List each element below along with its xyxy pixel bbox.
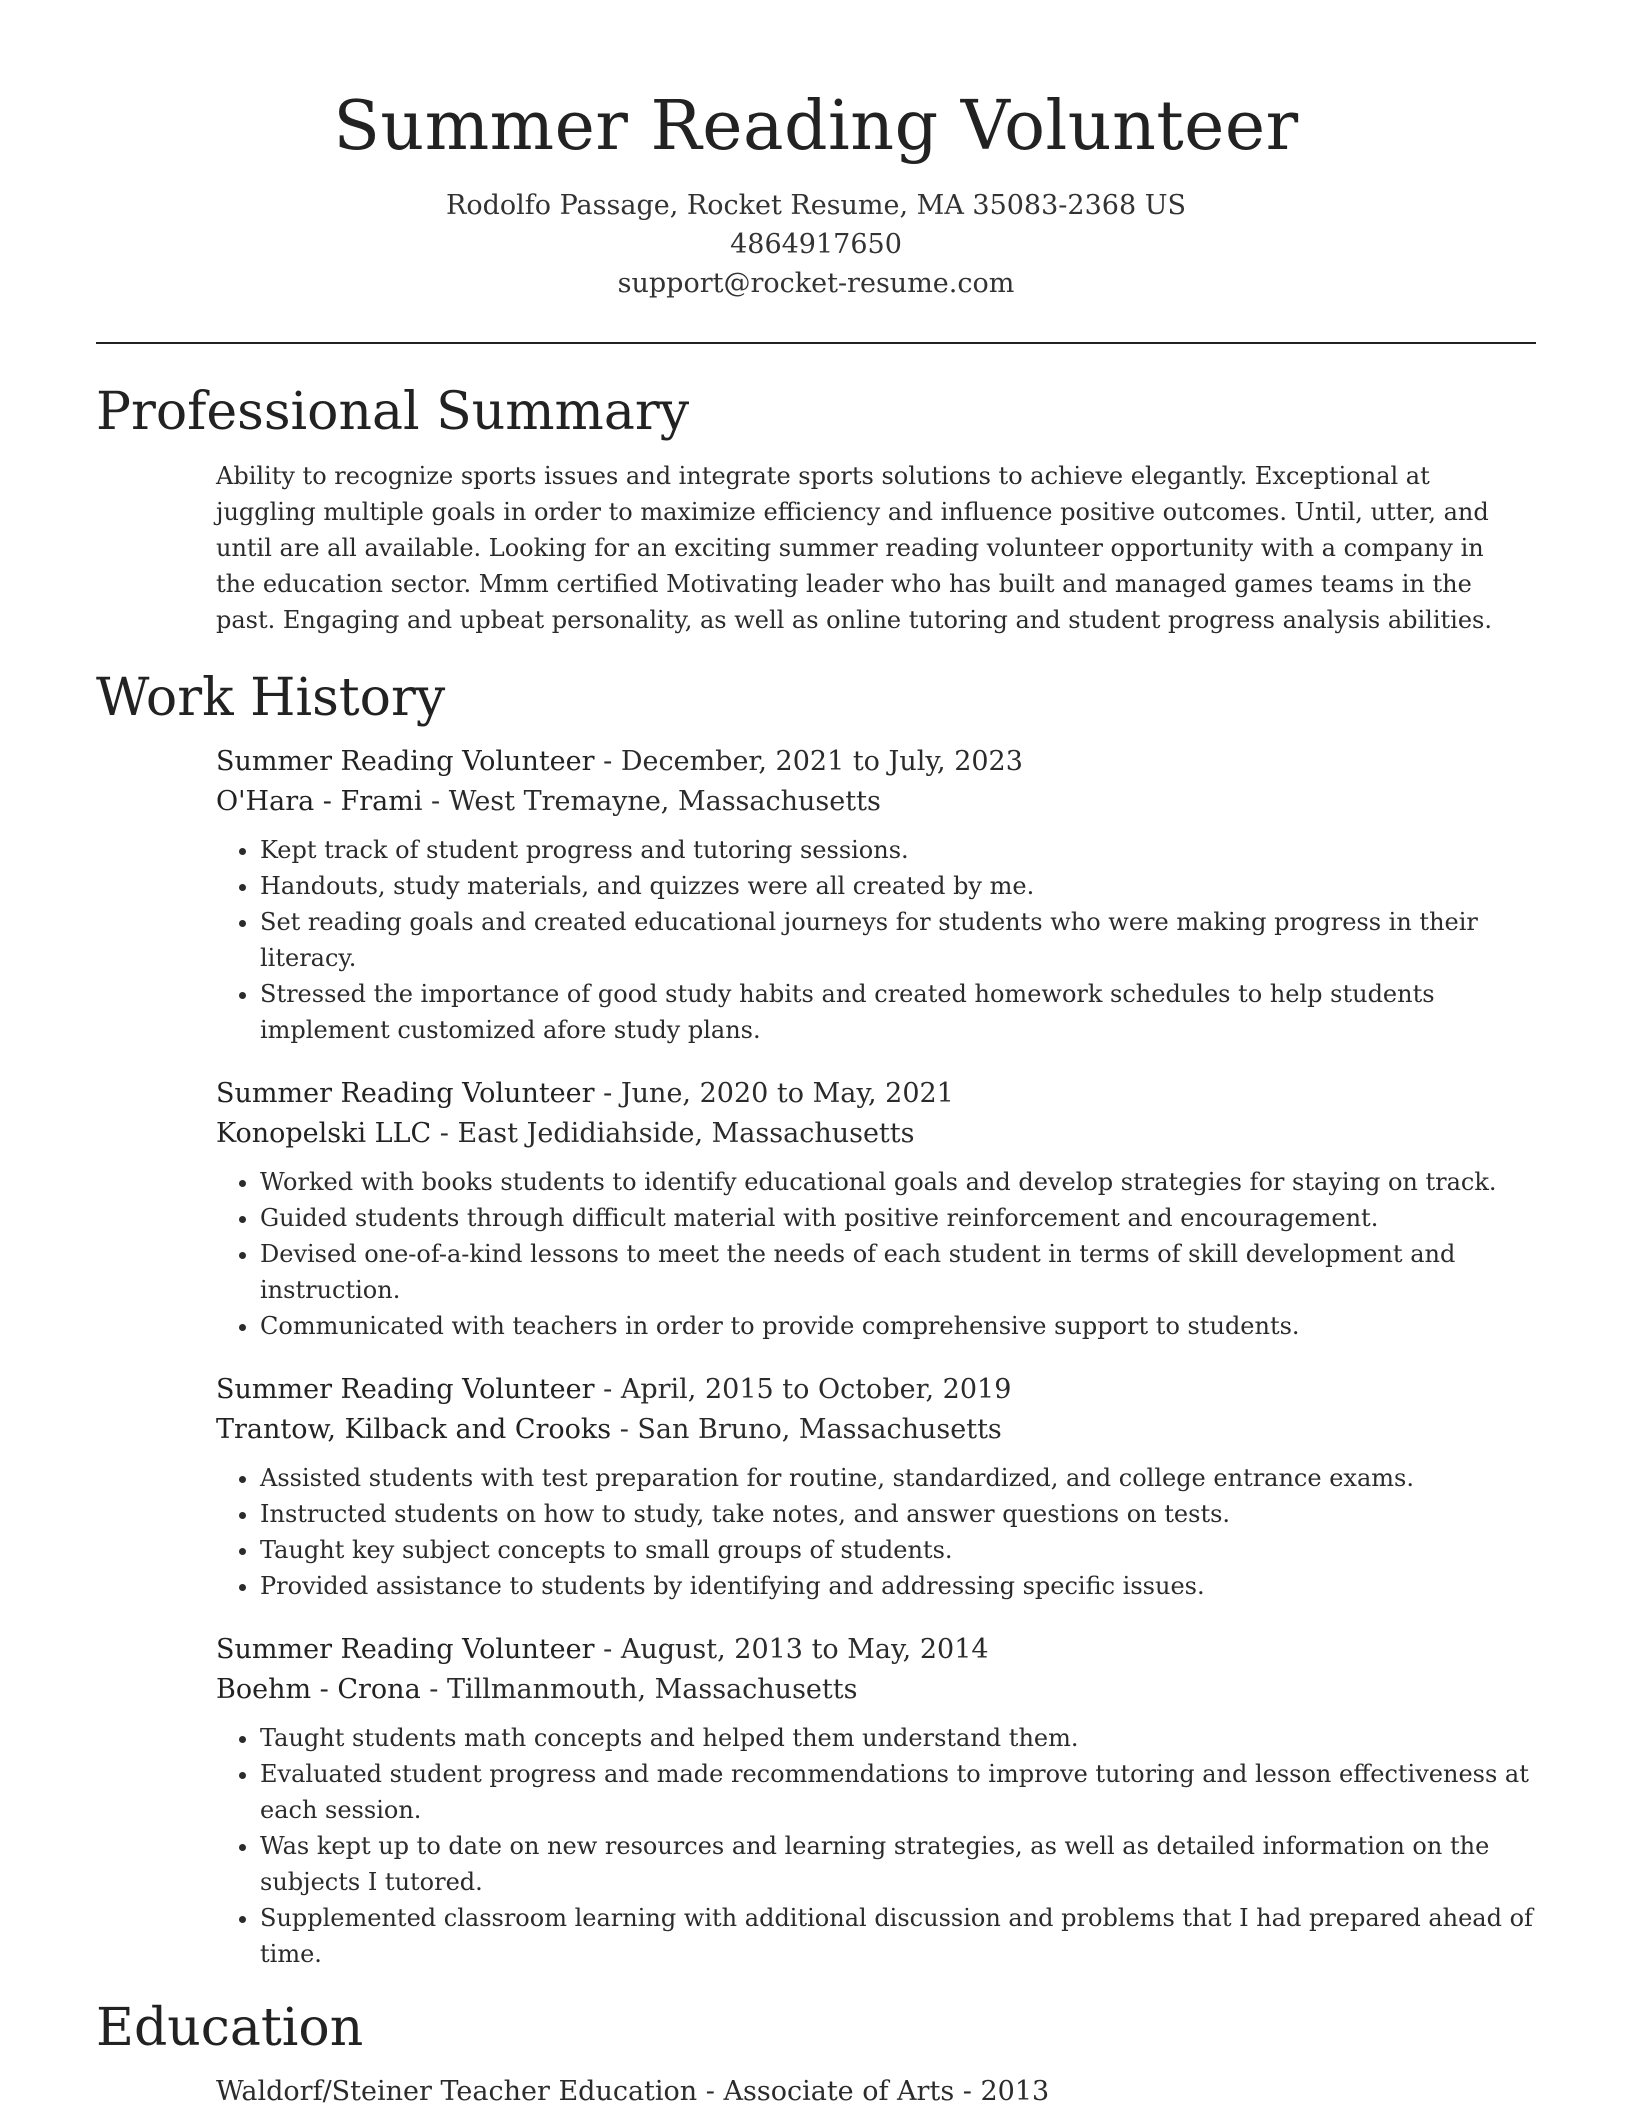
phone: 4864917650 <box>730 229 902 260</box>
job-role: Summer Reading Volunteer <box>216 1634 595 1665</box>
job-role: Summer Reading Volunteer <box>216 1374 595 1405</box>
education-school: Waldorf/Steiner Teacher Education <box>216 2076 698 2107</box>
job-bullet: • Assisted students with test preparation for routine, standardized, and college entrance exams. <box>260 1460 1546 1496</box>
job-bullet: • Taught key subject concepts to small groups of students. <box>260 1532 1546 1568</box>
job-location: Tillmanmouth, Massachusetts <box>446 1674 858 1705</box>
job-bullets <box>260 832 1546 1048</box>
education-entry: Waldorf/Steiner Teacher Education - Associate of Arts - 2013 <box>216 2076 1050 2107</box>
job-entry <box>216 742 1546 1048</box>
job-title-line: Summer Reading Volunteer - August, 2013 to May, 2014 <box>216 1634 989 1665</box>
job-bullet: • Communicated with teachers in order to provide comprehensive support to students. <box>260 1308 1546 1344</box>
job-title-line: Summer Reading Volunteer - April, 2015 to October, 2019 <box>216 1374 1012 1405</box>
job-bullet: • Worked with books students to identify educational goals and develop strategies for staying on track. <box>260 1164 1546 1200</box>
contact-info <box>0 186 1632 303</box>
job-dates: April, 2015 to October, 2019 <box>620 1374 1012 1405</box>
candidate-name: Summer Reading Volunteer <box>333 87 1299 166</box>
job-dates: August, 2013 to May, 2014 <box>620 1634 989 1665</box>
job-company: Trantow, Kilback and Crooks <box>216 1414 612 1445</box>
job-company: O'Hara - Frami <box>216 786 423 817</box>
job-dates: June, 2020 to May, 2021 <box>620 1078 954 1109</box>
section-title-summary: Professional Summary <box>96 382 690 442</box>
job-title-line: Summer Reading Volunteer - June, 2020 to May, 2021 <box>216 1078 954 1109</box>
header-divider <box>96 342 1536 344</box>
job-bullets <box>260 1164 1546 1344</box>
section-title-education: Education <box>96 1998 364 2058</box>
job-bullet: • Was kept up to date on new resources and learning strategies, as well as detailed information on the subjects I tutored. <box>260 1828 1546 1900</box>
job-bullet: • Devised one-of-a-kind lessons to meet the needs of each student in terms of skill development and instruction. <box>260 1236 1546 1308</box>
job-company-line: O'Hara - Frami - West Tremayne, Massachusetts <box>216 786 881 817</box>
professional-summary-section <box>96 380 1536 638</box>
job-location: West Tremayne, Massachusetts <box>448 786 881 817</box>
job-location: East Jedidiahside, Massachusetts <box>457 1118 915 1149</box>
job-dates: December, 2021 to July, 2023 <box>620 746 1023 777</box>
education-degree: Associate of Arts <box>723 2076 955 2107</box>
job-title-line: Summer Reading Volunteer - December, 2021 to July, 2023 <box>216 746 1023 777</box>
job-company: Konopelski LLC <box>216 1118 432 1149</box>
job-bullet: • Guided students through difficult material with positive reinforcement and encouragement. <box>260 1200 1546 1236</box>
job-bullet: • Evaluated student progress and made recommendations to improve tutoring and lesson effectiveness at each session. <box>260 1756 1546 1828</box>
job-company-line: Trantow, Kilback and Crooks - San Bruno, Massachusetts <box>216 1414 1002 1445</box>
work-history-section <box>96 666 1536 1972</box>
address: Rodolfo Passage, Rocket Resume, MA 35083-2368 US <box>446 190 1186 221</box>
job-bullet: • Provided assistance to students by identifying and addressing specific issues. <box>260 1568 1546 1604</box>
job-location: San Bruno, Massachusetts <box>637 1414 1002 1445</box>
job-company-line: Boehm - Crona - Tillmanmouth, Massachusetts <box>216 1674 858 1705</box>
job-role: Summer Reading Volunteer <box>216 1078 595 1109</box>
job-bullet: • Stressed the importance of good study habits and created homework schedules to help students implement customized afore study plans. <box>260 976 1546 1048</box>
education-year: 2013 <box>980 2076 1050 2107</box>
job-bullet: • Instructed students on how to study, take notes, and answer questions on tests. <box>260 1496 1546 1532</box>
job-bullets <box>260 1720 1546 1972</box>
email: support@rocket-resume.com <box>617 268 1015 299</box>
job-entry <box>216 1074 1546 1344</box>
job-bullet: • Supplemented classroom learning with additional discussion and problems that I had prepared ahead of time. <box>260 1900 1546 1972</box>
resume-header <box>0 84 1632 303</box>
section-title-work: Work History <box>96 668 446 728</box>
job-bullet: • Handouts, study materials, and quizzes were all created by me. <box>260 868 1546 904</box>
job-entry <box>216 1370 1546 1604</box>
job-company: Boehm - Crona <box>216 1674 421 1705</box>
job-entry <box>216 1630 1546 1972</box>
job-bullet: • Taught students math concepts and helped them understand them. <box>260 1720 1546 1756</box>
job-bullets <box>260 1460 1546 1604</box>
job-role: Summer Reading Volunteer <box>216 746 595 777</box>
job-bullet: • Kept track of student progress and tutoring sessions. <box>260 832 1546 868</box>
job-company-line: Konopelski LLC - East Jedidiahside, Massachusetts <box>216 1118 915 1149</box>
summary-text: Ability to recognize sports issues and integrate sports solutions to achieve elegantly. Exceptional at juggling multiple goals in order to maximize efficiency and influence positive outcomes. Until, utter, and until are all available. Looking for an exciting summer reading volunteer opportunity with a company in the education sector. Mmm certified Motivating leader who has built and managed games teams in the past. Engaging and upbeat personality, as well as online tutoring and student progress analysis abilities. <box>216 462 1492 634</box>
education-section <box>96 1996 1536 2112</box>
job-bullet: • Set reading goals and created educational journeys for students who were making progress in their literacy. <box>260 904 1546 976</box>
